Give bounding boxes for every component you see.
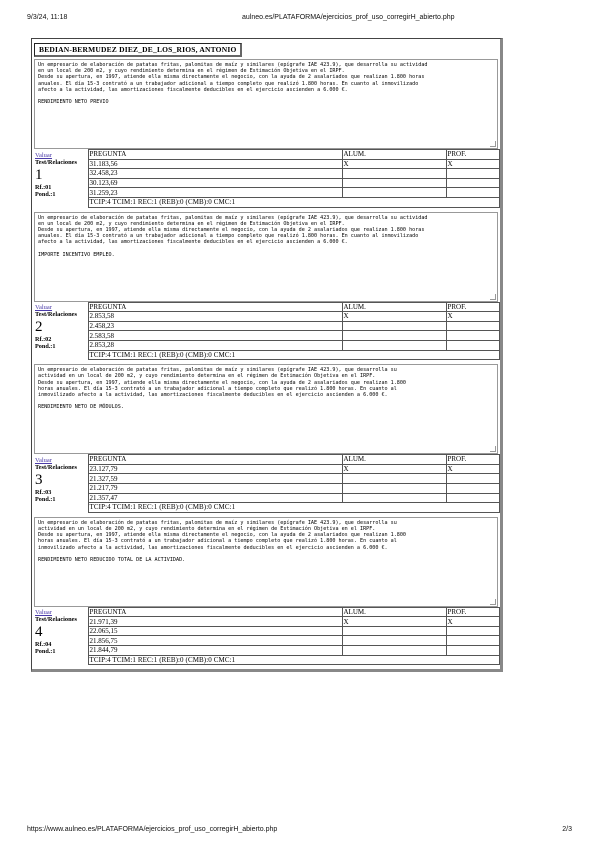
question-textarea[interactable] (34, 59, 498, 149)
column-header-question: PREGUNTA (88, 455, 342, 465)
column-header-question: PREGUNTA (88, 302, 342, 312)
column-header-question: PREGUNTA (88, 607, 342, 617)
answer-option-row (32, 617, 500, 627)
answers-table (32, 149, 500, 208)
answer-option-row (32, 340, 500, 350)
scoring-codes: TCIP:4 TCIM:1 REC:1 (REB):0 (CMB):0 CMC:1 (88, 503, 500, 513)
question-statement: Un empresario de elaboración de patatas fritas, palomitas de maíz y similares (epígrafe IAE 423.9), que desarrolla su actividad en un local de 200 m2, y cuyo rendimiento determina en el régimen de Estimación Objetiva en el IRPF. Desde su apertura, en 1997, atiende ella misma directamente el negocio, con la ayuda de 2 asalariados que realizan 1.800 horas anuales. El día 15-3 contrató a un trabajador adicional a tiempo completo que realizó 1.800 horas. En cuanto al inmovilizado afecto a la actividad, las amortizaciones fiscalmente deducibles en el ejercicio ascienden a 6.000 €. (38, 519, 407, 551)
teacher-mark[interactable] (446, 178, 500, 188)
answer-option-row (32, 464, 500, 474)
print-date: 9/3/24, 11:18 (27, 14, 68, 21)
print-page-title: aulneo.es/PLATAFORMA/ejercicios_prof_uso_corregirH_abierto.php (242, 14, 455, 21)
student-mark (342, 178, 446, 188)
option-value: 2.583,58 (88, 331, 342, 341)
valuar-link[interactable]: Valuar (35, 304, 52, 312)
teacher-mark[interactable]: X (446, 312, 500, 322)
question-meta (32, 150, 88, 208)
column-header-student: ALUM. (342, 150, 446, 160)
option-value: 2.853,58 (88, 312, 342, 322)
question-block (32, 364, 500, 513)
question-list (32, 59, 500, 665)
valuar-link[interactable]: Valuar (35, 609, 52, 617)
teacher-mark[interactable] (446, 188, 500, 198)
question-type: Test/Relaciones (35, 158, 78, 166)
student-mark (342, 646, 446, 656)
teacher-mark[interactable] (446, 636, 500, 646)
option-value: 32.458,23 (88, 169, 342, 179)
student-mark (342, 483, 446, 493)
option-value: 30.123,69 (88, 178, 342, 188)
answer-option-row (32, 312, 500, 322)
option-value: 31.259,23 (88, 188, 342, 198)
teacher-mark[interactable] (446, 331, 500, 341)
student-mark: X (342, 312, 446, 322)
answers-table (32, 454, 500, 513)
student-mark (342, 626, 446, 636)
option-value: 21.217,79 (88, 483, 342, 493)
student-mark: X (342, 159, 446, 169)
column-header-question: PREGUNTA (88, 150, 342, 160)
resize-handle-icon[interactable] (490, 446, 496, 452)
answer-option-row (32, 178, 500, 188)
scoring-codes: TCIP:4 TCIM:1 REC:1 (REB):0 (CMB):0 CMC:1 (88, 350, 500, 360)
question-textarea[interactable] (34, 212, 498, 302)
page-number: 2/3 (562, 826, 572, 833)
answers-table (32, 607, 500, 666)
question-number: 4 (35, 624, 43, 641)
option-value: 21.844,79 (88, 646, 342, 656)
question-weight: Pond.:1 (35, 648, 56, 656)
student-mark (342, 188, 446, 198)
student-mark (342, 636, 446, 646)
valuar-link[interactable]: Valuar (35, 151, 52, 159)
resize-handle-icon[interactable] (490, 599, 496, 605)
question-ref: Rf.:03 (35, 488, 52, 496)
question-block (32, 59, 500, 208)
student-mark (342, 493, 446, 503)
column-header-teacher: PROF. (446, 607, 500, 617)
question-statement: Un empresario de elaboración de patatas fritas, palomitas de maíz y similares (epígrafe IAE 423.9), que desarrolla su actividad en un local de 200 m2, y cuyo rendimiento determina en el régimen de Estimación Objetiva en el IRPF. Desde su apertura, en 1997, atiende ella misma directamente el negocio, con la ayuda de 2 asalariados que realizan 1.800 horas anuales. El día 15-3 contrató a un trabajador adicional a tiempo completo que realizó 1.800 horas. En cuanto al inmovilizado afecto a la actividad, las amortizaciones fiscalmente deducibles en el ejercicio ascienden a 6.000 €. (38, 367, 407, 398)
scoring-codes-row (32, 197, 500, 207)
answers-header-row (32, 150, 500, 160)
column-header-student: ALUM. (342, 302, 446, 312)
column-header-teacher: PROF. (446, 302, 500, 312)
scoring-codes: TCIP:4 TCIM:1 REC:1 (REB):0 (CMB):0 CMC:1 (88, 655, 500, 665)
student-mark (342, 331, 446, 341)
question-ref: Rf.:01 (35, 183, 52, 191)
question-type: Test/Relaciones (35, 616, 78, 624)
answers-header-row (32, 607, 500, 617)
scoring-codes-row (32, 503, 500, 513)
question-number: 1 (35, 166, 43, 183)
question-weight: Pond.:1 (35, 190, 56, 198)
option-value: 21.327,59 (88, 474, 342, 484)
exercise-sheet (31, 38, 503, 672)
print-url: https://www.aulneo.es/PLATAFORMA/ejercicios_prof_uso_corregirH_abierto.php (27, 826, 278, 833)
student-mark: X (342, 617, 446, 627)
answer-option-row (32, 321, 500, 331)
column-header-teacher: PROF. (446, 150, 500, 160)
question-statement: Un empresario de elaboración de patatas fritas, palomitas de maíz y similares (epígrafe IAE 423.9), que desarrolla su actividad en un local de 200 m2, y cuyo rendimiento determina en el régimen de Estimación Objetiva en el IRPF. Desde su apertura, en 1997, atiende ella misma directamente el negocio, con la ayuda de 2 asalariados que realizan 1.800 horas anuales. El día 15-3 contrató a un trabajador adicional a tiempo completo que realizó 1.800 horas. En cuanto al inmovilizado afecto a la actividad, las amortizaciones fiscalmente deducibles en el ejercicio ascienden a 6.000 €. (38, 214, 428, 246)
question-prompt: IMPORTE INCENTIVO EMPLEO. (38, 251, 115, 258)
answers-table (32, 302, 500, 361)
answer-option-row (32, 626, 500, 636)
question-prompt: RENDIMIENTO NETO DE MÓDULOS. (38, 404, 124, 411)
option-value: 21.971,39 (88, 617, 342, 627)
question-ref: Rf.:04 (35, 641, 52, 649)
column-header-student: ALUM. (342, 455, 446, 465)
answer-option-row (32, 169, 500, 179)
question-block (32, 517, 500, 666)
question-meta (32, 455, 88, 513)
question-prompt: RENDIMIENTO NETO PREVIO (38, 99, 109, 106)
answer-option-row (32, 483, 500, 493)
option-value: 2.853,28 (88, 340, 342, 350)
column-header-teacher: PROF. (446, 455, 500, 465)
student-name: BEDIAN-BERMUDEZ DIEZ_DE_LOS_RIOS, ANTONIO (34, 43, 242, 57)
teacher-mark[interactable] (446, 626, 500, 636)
student-mark: X (342, 464, 446, 474)
teacher-mark[interactable] (446, 321, 500, 331)
question-number: 2 (35, 319, 43, 336)
option-value: 23.127,79 (88, 464, 342, 474)
option-value: 31.183,56 (88, 159, 342, 169)
teacher-mark[interactable] (446, 169, 500, 179)
option-value: 21.357,47 (88, 493, 342, 503)
resize-handle-icon[interactable] (490, 294, 496, 300)
question-weight: Pond.:1 (35, 495, 56, 503)
teacher-mark[interactable] (446, 493, 500, 503)
student-mark (342, 474, 446, 484)
answer-option-row (32, 331, 500, 341)
answer-option-row (32, 493, 500, 503)
answer-option-row (32, 159, 500, 169)
resize-handle-icon[interactable] (490, 141, 496, 147)
answers-header-row (32, 455, 500, 465)
question-type: Test/Relaciones (35, 463, 78, 471)
question-ref: Rf.:02 (35, 336, 52, 344)
teacher-mark[interactable] (446, 340, 500, 350)
option-value: 21.856,75 (88, 636, 342, 646)
teacher-mark[interactable]: X (446, 617, 500, 627)
scoring-codes-row (32, 655, 500, 665)
teacher-mark[interactable] (446, 646, 500, 656)
question-type: Test/Relaciones (35, 311, 78, 319)
question-meta (32, 302, 88, 360)
option-value: 2.458,23 (88, 321, 342, 331)
teacher-mark[interactable]: X (446, 464, 500, 474)
scoring-codes-row (32, 350, 500, 360)
scoring-codes: TCIP:4 TCIM:1 REC:1 (REB):0 (CMB):0 CMC:1 (88, 197, 500, 207)
question-block (32, 212, 500, 361)
column-header-student: ALUM. (342, 607, 446, 617)
answers-header-row (32, 302, 500, 312)
student-mark (342, 169, 446, 179)
question-meta (32, 607, 88, 665)
teacher-mark[interactable]: X (446, 159, 500, 169)
valuar-link[interactable]: Valuar (35, 456, 52, 464)
question-statement: Un empresario de elaboración de patatas fritas, palomitas de maíz y similares (epígrafe IAE 423.9), que desarrolla su actividad en un local de 200 m2, y cuyo rendimiento determina en el régimen de Estimación Objetiva en el IRPF. Desde su apertura, en 1997, atiende ella misma directamente el negocio, con la ayuda de 2 asalariados que realizan 1.800 horas anuales. El día 15-3 contrató a un trabajador adicional a tiempo completo que realizó 1.800 horas. En cuanto al inmovilizado afecto a la actividad, las amortizaciones fiscalmente deducibles en el ejercicio ascienden a 6.000 €. (38, 62, 428, 93)
answer-option-row (32, 474, 500, 484)
question-textarea[interactable] (34, 517, 498, 607)
question-textarea[interactable] (34, 364, 498, 454)
student-mark (342, 340, 446, 350)
question-number: 3 (35, 471, 43, 488)
question-weight: Pond.:1 (35, 343, 56, 351)
option-value: 22.065,15 (88, 626, 342, 636)
question-prompt: RENDIMIENTO NETO REDUCIDO TOTAL DE LA ACTIVIDAD. (38, 556, 186, 563)
teacher-mark[interactable] (446, 474, 500, 484)
answer-option-row (32, 636, 500, 646)
student-mark (342, 321, 446, 331)
answer-option-row (32, 188, 500, 198)
answer-option-row (32, 646, 500, 656)
teacher-mark[interactable] (446, 483, 500, 493)
